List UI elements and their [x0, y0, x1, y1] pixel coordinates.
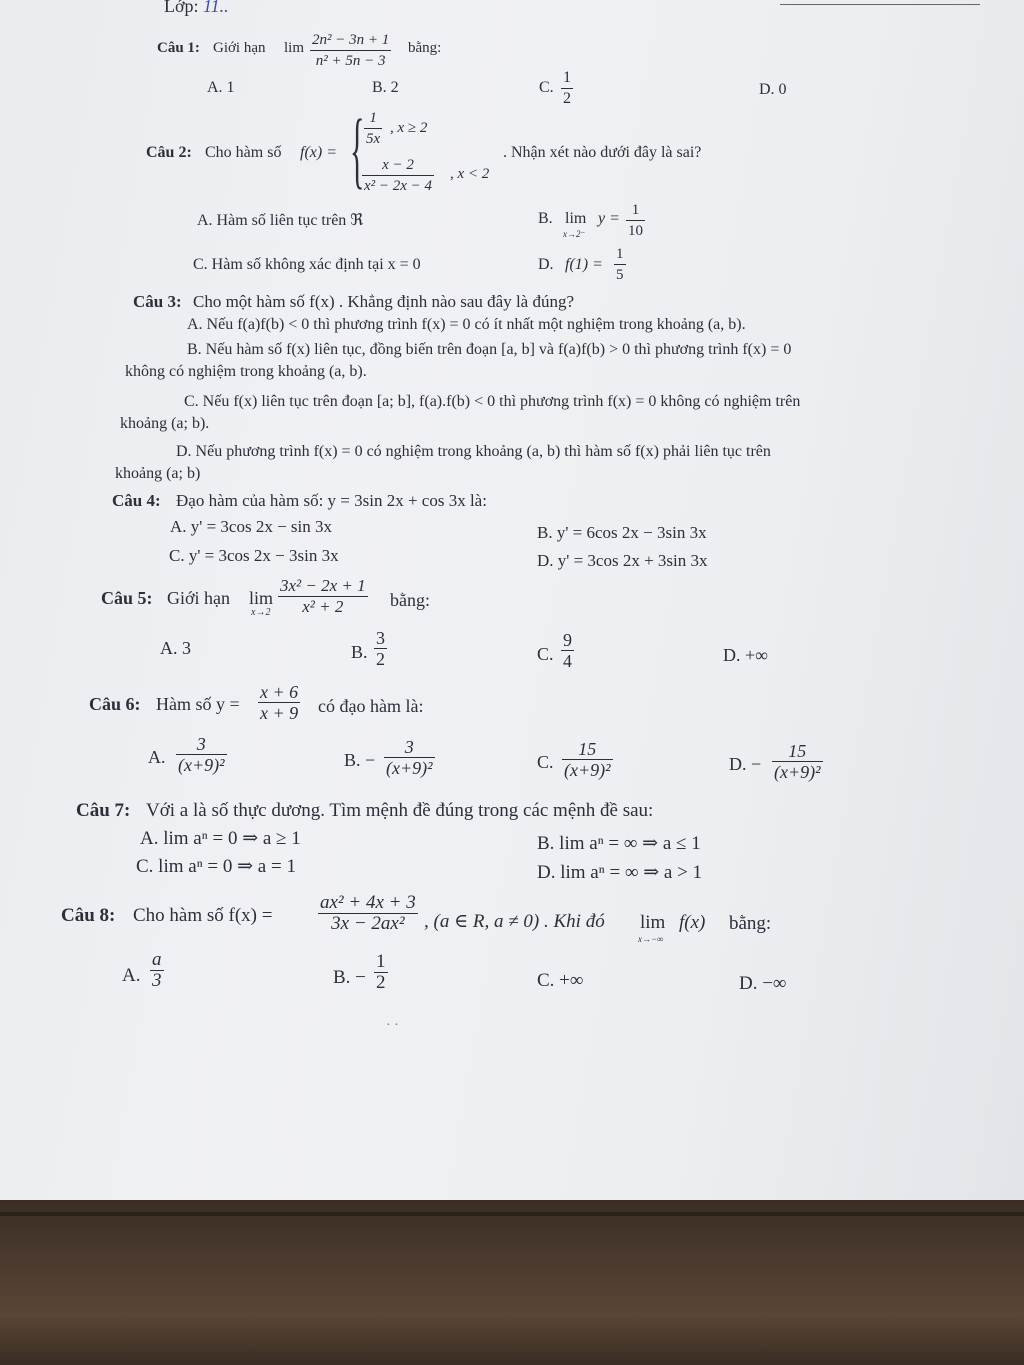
q3-option-c-line1: C. Nếu f(x) liên tục trên đoạn [a; b], f(a).f(b) < 0 thì phương trình f(x) = 0 không có nghiệm trên: [184, 393, 801, 410]
ink-dots: · ·: [386, 1018, 399, 1033]
q8-fraction: $\frac{\text{ax² + 4x + 3}}{\text{3x − 2ax²}}$: [320, 892, 416, 934]
q6-option-b: B. −: [344, 750, 376, 770]
q5-option-a: A. 3: [160, 638, 191, 658]
q3-label: Câu 3:: [133, 292, 182, 311]
q1-fraction: $\frac{\text{2n² − 3n + 1}}{\text{n² + 5n − 3}}$: [312, 32, 390, 69]
q1-stem: Giới hạn: [213, 40, 266, 56]
q5-stem: Giới hạn: [167, 588, 231, 608]
q6-option-c: C.: [537, 752, 554, 772]
q1-stem-post: bằng:: [408, 40, 442, 56]
q6-option-d-fraction: $\frac{15}{\text{(x+9)²}}$: [774, 741, 821, 782]
q8-option-b: B. −: [333, 967, 366, 988]
q4-stem: Đạo hàm của hàm số: y = 3sin 2x + cos 3x là:: [176, 491, 487, 510]
header-box-line: [780, 4, 980, 5]
q2-brace: {: [350, 101, 365, 197]
wooden-desk: [0, 1200, 1024, 1365]
q8-option-a: A.: [122, 965, 141, 986]
q7-label: Câu 7:: [76, 800, 131, 821]
q1-option-d: D. 0: [759, 81, 787, 98]
q6-label: Câu 6:: [89, 694, 141, 714]
q5-option-b: B.: [351, 642, 368, 662]
q6-stem: Hàm số y =: [156, 694, 240, 714]
q8-stem-post: bằng:: [729, 913, 772, 934]
q2-piece2-cond: , x < 2: [450, 166, 490, 182]
q3-option-b-line2: không có nghiệm trong khoảng (a, b).: [125, 363, 367, 380]
exam-paper: Lớp: 11.. Câu 1: Giới hạn lim $\frac{\text{2n² − 3n + 1}}{\text{n² + 5n − 3}}$ bằng: A. 1 B. 2 C. $\frac{1}{2}$ D. 0 Câu 2: Cho hàm số f(x) = { $\frac{1}{5x}$ , x ≥ 2 $\frac{x - 2}{\text{x² − 2x − 4}}$ , x < 2 . Nhận xét nào dưới đây là sai? A. Hàm số liên tục trên ℜ B. lim x→2⁻ y = $\frac{1}{10}$ C. Hàm số không xác định tại x = 0 D. f(1) = $\frac{1}{5}$ Câu 3: Cho một hàm số f(x) . Khẳng định nào sau đây là đúng? A. Nếu f(a)f(b) < 0 thì phương trình f(x) = 0 có ít nhất một nghiệm trong khoảng (a, b). B. Nếu hàm số f(x) liên tục, đồng biến trên đoạn [a, b] và f(a)f(b) > 0 thì phương trình f(x) = 0 không có nghiệm trong khoảng (a, b). C. Nếu f(x) liên tục trên đoạn [a; b], f(a).f(b) < 0 thì phương trình f(x) = 0 không có nghiệm trên khoảng (a; b). D. Nếu phương trình f(x) = 0 có nghiệm trong khoảng (a, b) thì hàm số f(x) phải liên tục trên khoảng (a; b) Câu 4: Đạo hàm của hàm số: y = 3sin 2x + cos 3x là: A. y' = 3cos 2x − sin 3x B. y' = 6cos 2x − 3sin 3x C. y' = 3cos 2x − 3sin 3x D. y' = 3cos 2x + 3sin 3x Câu 5: Giới hạn lim x→2 $\frac{\text{3x² − 2x + 1}}{\text{x² + 2}}$ bằng: A. 3 B. $\frac{3}{2}$ C. $\frac{9}{4}$ D. +∞ Câu 6: Hàm số y = $\frac{x + 6}{x + 9}$ có đạo hàm là: A. $\frac{3}{\text{(x+9)²}}$ B. − $\frac{3}{\text{(x+9)²}}$ C. $\frac{15}{\text{(x+9)²}}$ D. − $\frac{15}{\text{(x+9)²}}$ Câu 7: Với a là số thực dương. Tìm mệnh đề đúng trong các mệnh đề sau: A. lim aⁿ = 0 ⇒ a ≥ 1 B. lim aⁿ = ∞ ⇒ a ≤ 1 C. lim aⁿ = 0 ⇒ a = 1 D. lim aⁿ = ∞ ⇒ a > 1 Câu 8: Cho hàm số f(x) = $\frac{\text{ax² + 4x + 3}}{\text{3x − 2ax²}}$ , (a ∈ R, a ≠ 0) . Khi đó lim x→−∞ f(x) bằng: A. $\frac{a}{3}$ B. − $\frac{1}{2}$ C. +∞ D. −∞ · ·: [0, 0, 1024, 1205]
q8-option-d: D. −∞: [739, 973, 787, 994]
class-label-line: [164, 0, 229, 17]
q1-option-c-fraction: $\frac{1}{2}$: [563, 69, 571, 107]
q6-option-d: D. −: [729, 754, 762, 774]
desk-edge-shadow: [0, 1212, 1024, 1216]
q7-stem: Với a là số thực dương. Tìm mệnh đề đúng trong các mệnh đề sau:: [146, 800, 654, 821]
q3-option-d-line1: D. Nếu phương trình f(x) = 0 có nghiệm trong khoảng (a, b) thì hàm số f(x) phải liên tục trên: [176, 443, 771, 460]
q7-option-d: D. lim aⁿ = ∞ ⇒ a > 1: [537, 862, 703, 883]
q7-option-c: C. lim aⁿ = 0 ⇒ a = 1: [136, 856, 296, 877]
q1-option-c: C.: [539, 79, 554, 96]
q3-option-b-line1: B. Nếu hàm số f(x) liên tục, đồng biến trên đoạn [a, b] và f(a)f(b) > 0 thì phương trình f(x) = 0: [187, 341, 792, 358]
q8-stem: Cho hàm số f(x) =: [133, 905, 273, 926]
q2-option-a: A. Hàm số liên tục trên ℜ: [197, 212, 364, 229]
q2-stem: Cho hàm số: [205, 144, 282, 161]
q4-option-c: C. y' = 3cos 2x − 3sin 3x: [169, 546, 339, 565]
q8-option-a-fraction: $\frac{a}{3}$: [152, 949, 162, 991]
q7-option-a: A. lim aⁿ = 0 ⇒ a ≥ 1: [140, 828, 301, 849]
q4-option-d: D. y' = 3cos 2x + 3sin 3x: [537, 551, 708, 570]
q2-label: Câu 2:: [146, 144, 192, 161]
q2-piece1-cond: , x ≥ 2: [390, 120, 428, 136]
q1-label: Câu 1:: [157, 40, 200, 56]
q4-option-a: A. y' = 3cos 2x − sin 3x: [170, 517, 333, 536]
q1-lim: lim: [284, 40, 305, 56]
q6-option-c-fraction: $\frac{15}{\text{(x+9)²}}$: [564, 739, 611, 780]
q1-option-a: A. 1: [207, 79, 235, 96]
class-label: Lớp:: [164, 0, 199, 16]
q2-fx: f(x) =: [300, 144, 337, 161]
class-value: 11..: [203, 0, 229, 16]
q5-label: Câu 5:: [101, 588, 153, 608]
q6-stem-post: có đạo hàm là:: [318, 696, 424, 716]
q5-stem-post: bằng:: [390, 590, 430, 610]
q6-option-a-fraction: $\frac{3}{\text{(x+9)²}}$: [178, 734, 225, 775]
q4-label: Câu 4:: [112, 491, 161, 510]
q3-option-c-line2: khoảng (a; b).: [120, 415, 210, 432]
q1-option-b: B. 2: [372, 79, 399, 96]
q8-label: Câu 8:: [61, 905, 116, 926]
q5-fraction: $\frac{\text{3x² − 2x + 1}}{\text{x² + 2}}$: [280, 576, 366, 616]
q5-lim-sub: x→2: [251, 607, 271, 618]
q6-option-b-fraction: $\frac{3}{\text{(x+9)²}}$: [386, 737, 433, 778]
q2-piece2-fraction: $\frac{x - 2}{\text{x² − 2x − 4}}$: [364, 157, 433, 194]
q6-fraction: $\frac{x + 6}{x + 9}$: [260, 682, 299, 723]
q7-option-b: B. lim aⁿ = ∞ ⇒ a ≤ 1: [537, 833, 701, 854]
q8-option-c: C. +∞: [537, 970, 584, 991]
q5-option-b-fraction: $\frac{3}{2}$: [376, 628, 385, 669]
q8-fx: f(x): [679, 912, 706, 933]
q8-condition: , (a ∈ R, a ≠ 0) . Khi đó: [424, 911, 605, 932]
q3-stem: Cho một hàm số f(x) . Khẳng định nào sau đây là đúng?: [193, 292, 575, 311]
q6-option-a: A.: [148, 747, 166, 767]
q2-stem-post: . Nhận xét nào dưới đây là sai?: [503, 144, 702, 161]
q4-option-b: B. y' = 6cos 2x − 3sin 3x: [537, 523, 707, 542]
q3-option-a: A. Nếu f(a)f(b) < 0 thì phương trình f(x) = 0 có ít nhất một nghiệm trong khoảng (a, b).: [187, 316, 746, 333]
q8-lim: lim: [640, 912, 666, 933]
q2-option-c: C. Hàm số không xác định tại x = 0: [193, 256, 421, 273]
q2-piece1-fraction: $\frac{1}{5x}$: [366, 110, 381, 147]
q8-lim-sub: x→−∞: [638, 934, 664, 944]
q5-option-d: D. +∞: [723, 645, 768, 665]
q5-lim: lim: [249, 588, 274, 608]
q8-option-b-fraction: $\frac{1}{2}$: [376, 951, 386, 993]
q3-option-d-line2: khoảng (a; b): [115, 465, 201, 482]
q5-option-c: C.: [537, 644, 554, 664]
q5-option-c-fraction: $\frac{9}{4}$: [563, 630, 572, 671]
